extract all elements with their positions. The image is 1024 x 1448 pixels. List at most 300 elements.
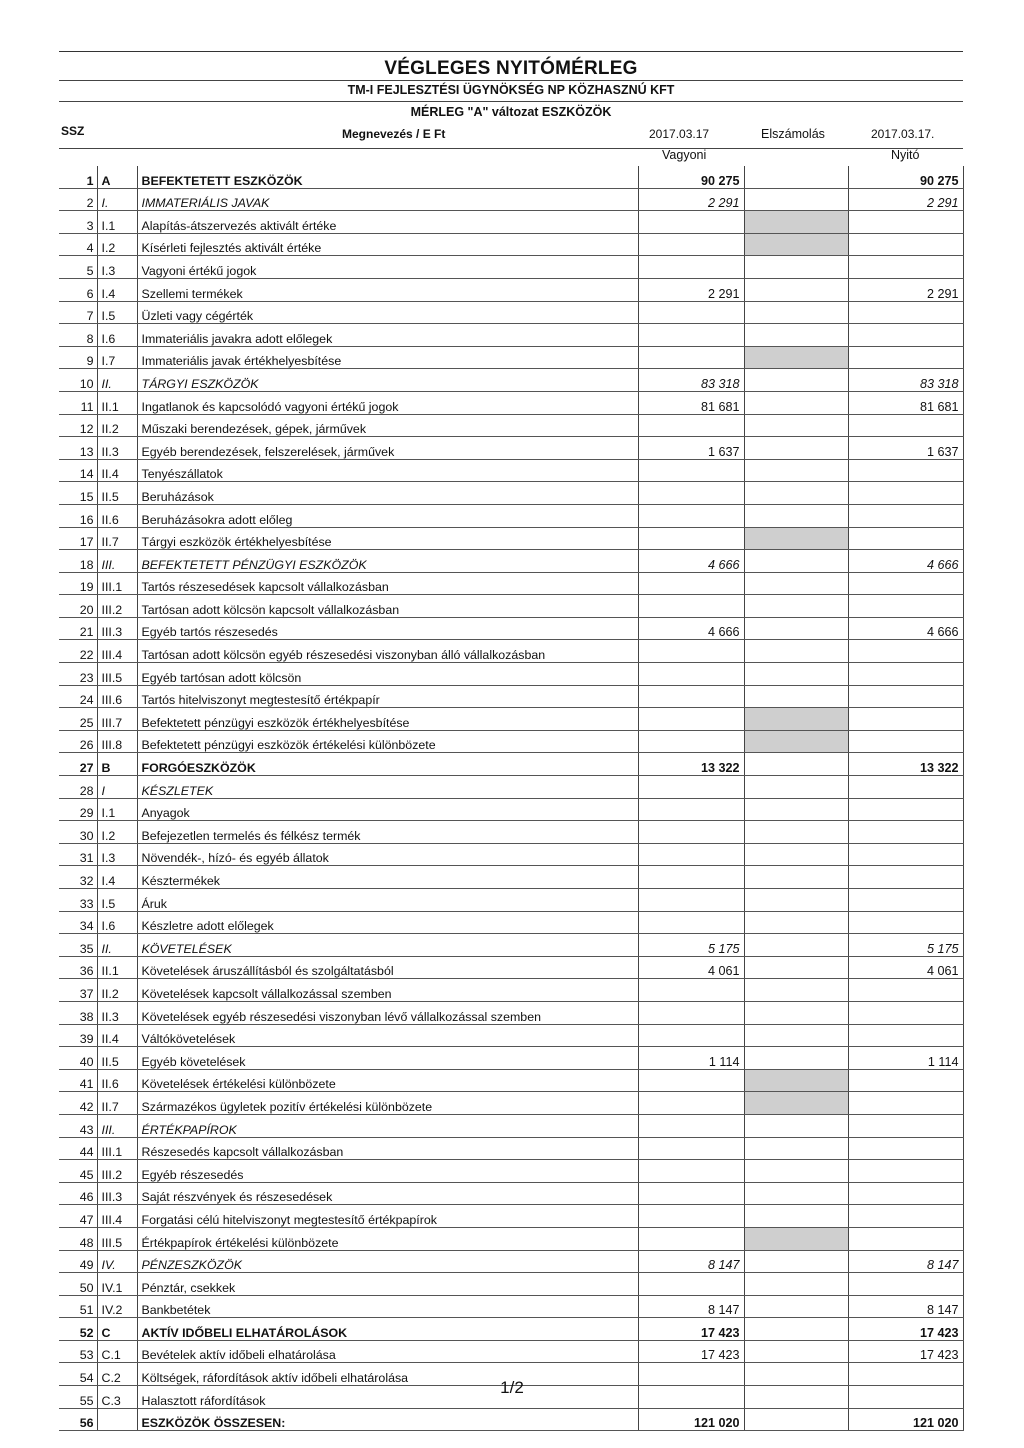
- row-number: 24: [59, 685, 97, 708]
- table-row: [59, 798, 963, 821]
- row-description: Egyéb berendezések, felszerelések, járművek: [137, 437, 638, 460]
- row-code: II.6: [97, 1069, 137, 1092]
- row-description: Befektetett pénzügyi eszközök értékhelyesbítése: [137, 708, 638, 731]
- row-code: III.4: [97, 1205, 137, 1228]
- table-row: [59, 301, 963, 324]
- row-description: Késztermékek: [137, 866, 638, 889]
- row-number: 2: [59, 188, 97, 211]
- row-nyito-value: 8 147: [848, 1250, 963, 1273]
- table-row: [59, 550, 963, 573]
- col-elszamolas-header: Elszámolás: [761, 127, 825, 141]
- row-elszamolas: [744, 776, 848, 799]
- row-number: 4: [59, 233, 97, 256]
- row-description: BEFEKTETETT PÉNZÜGYI ESZKÖZÖK: [137, 550, 638, 573]
- row-number: 49: [59, 1250, 97, 1273]
- row-description: ESZKÖZÖK ÖSSZESEN:: [137, 1408, 638, 1431]
- row-number: 8: [59, 324, 97, 347]
- table-row: [59, 889, 963, 912]
- row-elszamolas: [744, 934, 848, 957]
- row-vagyoni-value: 81 681: [638, 391, 744, 414]
- table-row: [59, 640, 963, 663]
- table-row: [59, 1069, 963, 1092]
- row-vagyoni-value: 2 291: [638, 278, 744, 301]
- row-vagyoni-value: 8 147: [638, 1295, 744, 1318]
- row-code: III.: [97, 1114, 137, 1137]
- row-vagyoni-value: [638, 663, 744, 686]
- row-code: IV.1: [97, 1273, 137, 1296]
- row-elszamolas: [744, 956, 848, 979]
- row-elszamolas: [744, 550, 848, 573]
- row-nyito-value: 81 681: [848, 391, 963, 414]
- row-number: 47: [59, 1205, 97, 1228]
- row-code: A: [97, 166, 137, 188]
- row-number: 11: [59, 391, 97, 414]
- row-number: 33: [59, 889, 97, 912]
- row-elszamolas: [744, 617, 848, 640]
- row-nyito-value: 90 275: [848, 166, 963, 188]
- table-row: [59, 730, 963, 753]
- row-code: IV.: [97, 1250, 137, 1273]
- row-number: 14: [59, 459, 97, 482]
- row-nyito-value: [848, 572, 963, 595]
- row-vagyoni-value: [638, 572, 744, 595]
- row-vagyoni-value: 13 322: [638, 753, 744, 776]
- row-vagyoni-value: 17 423: [638, 1318, 744, 1341]
- table-row: [59, 278, 963, 301]
- row-number: 41: [59, 1069, 97, 1092]
- row-vagyoni-value: [638, 1001, 744, 1024]
- row-nyito-value: [848, 776, 963, 799]
- divider: [59, 148, 963, 149]
- table-row: [59, 572, 963, 595]
- row-description: IMMATERIÁLIS JAVAK: [137, 188, 638, 211]
- row-code: III.2: [97, 1160, 137, 1183]
- row-nyito-value: [848, 1137, 963, 1160]
- row-number: 26: [59, 730, 97, 753]
- row-description: Halasztott ráfordítások: [137, 1386, 638, 1409]
- table-row: [59, 256, 963, 279]
- row-description: Immateriális javak értékhelyesbítése: [137, 346, 638, 369]
- row-code: II.3: [97, 437, 137, 460]
- row-code: C.2: [97, 1363, 137, 1386]
- row-elszamolas: [744, 640, 848, 663]
- row-elszamolas: [744, 482, 848, 505]
- row-description: Részesedés kapcsolt vállalkozásban: [137, 1137, 638, 1160]
- row-vagyoni-value: [638, 211, 744, 234]
- row-nyito-value: [848, 595, 963, 618]
- row-elszamolas: [744, 1137, 848, 1160]
- table-row: [59, 1205, 963, 1228]
- table-row: [59, 504, 963, 527]
- col-name-header: Megnevezés / E Ft: [342, 127, 446, 141]
- row-elszamolas: [744, 889, 848, 912]
- row-code: I.4: [97, 278, 137, 301]
- row-elszamolas: [744, 1047, 848, 1070]
- col-date2-header: 2017.03.17.: [871, 127, 935, 141]
- row-vagyoni-value: [638, 1024, 744, 1047]
- row-elszamolas: [744, 595, 848, 618]
- row-vagyoni-value: [638, 527, 744, 550]
- table-row: [59, 188, 963, 211]
- row-elszamolas: [744, 459, 848, 482]
- row-description: Egyéb tartós részesedés: [137, 617, 638, 640]
- row-code: III.5: [97, 663, 137, 686]
- row-elszamolas: [744, 504, 848, 527]
- table-row: [59, 482, 963, 505]
- row-description: Saját részvények és részesedések: [137, 1182, 638, 1205]
- row-nyito-value: 1 114: [848, 1047, 963, 1070]
- row-code: B: [97, 753, 137, 776]
- row-code: III.2: [97, 595, 137, 618]
- row-code: I.6: [97, 911, 137, 934]
- row-vagyoni-value: [638, 504, 744, 527]
- row-elszamolas: [744, 256, 848, 279]
- row-number: 53: [59, 1340, 97, 1363]
- row-elszamolas: [744, 346, 848, 369]
- row-number: 6: [59, 278, 97, 301]
- row-elszamolas: [744, 1114, 848, 1137]
- row-code: I.4: [97, 866, 137, 889]
- row-code: II.4: [97, 459, 137, 482]
- table-row: [59, 1250, 963, 1273]
- row-vagyoni-value: 5 175: [638, 934, 744, 957]
- row-number: 20: [59, 595, 97, 618]
- row-elszamolas: [744, 1250, 848, 1273]
- row-vagyoni-value: [638, 708, 744, 731]
- row-number: 27: [59, 753, 97, 776]
- row-vagyoni-value: [638, 911, 744, 934]
- assets-table: [59, 166, 964, 1431]
- row-elszamolas: [744, 1408, 848, 1431]
- row-description: Anyagok: [137, 798, 638, 821]
- row-nyito-value: [848, 1114, 963, 1137]
- row-description: Követelések egyéb részesedési viszonyban lévő vállalkozással szemben: [137, 1001, 638, 1024]
- table-row: [59, 1318, 963, 1341]
- table-row: [59, 324, 963, 347]
- row-code: III.6: [97, 685, 137, 708]
- table-row: [59, 866, 963, 889]
- row-description: Növendék-, hízó- és egyéb állatok: [137, 843, 638, 866]
- row-elszamolas: [744, 663, 848, 686]
- row-description: TÁRGYI ESZKÖZÖK: [137, 369, 638, 392]
- row-description: FORGÓESZKÖZÖK: [137, 753, 638, 776]
- table-row: [59, 1047, 963, 1070]
- row-vagyoni-value: [638, 1160, 744, 1183]
- row-code: II.7: [97, 527, 137, 550]
- row-nyito-value: [848, 730, 963, 753]
- row-vagyoni-value: 4 061: [638, 956, 744, 979]
- row-nyito-value: 8 147: [848, 1295, 963, 1318]
- row-number: 42: [59, 1092, 97, 1115]
- row-nyito-value: [848, 1024, 963, 1047]
- row-code: III.3: [97, 1182, 137, 1205]
- row-description: Váltókövetelések: [137, 1024, 638, 1047]
- row-description: Tenyészállatok: [137, 459, 638, 482]
- row-nyito-value: [848, 482, 963, 505]
- row-description: Befejezetlen termelés és félkész termék: [137, 821, 638, 844]
- row-nyito-value: [848, 1227, 963, 1250]
- table-row: [59, 753, 963, 776]
- row-elszamolas: [744, 911, 848, 934]
- row-code: C: [97, 1318, 137, 1341]
- row-nyito-value: 4 666: [848, 550, 963, 573]
- row-elszamolas: [744, 843, 848, 866]
- row-vagyoni-value: [638, 301, 744, 324]
- row-vagyoni-value: [638, 866, 744, 889]
- row-description: AKTÍV IDŐBELI ELHATÁROLÁSOK: [137, 1318, 638, 1341]
- row-vagyoni-value: [638, 1182, 744, 1205]
- row-code: III.1: [97, 572, 137, 595]
- row-nyito-value: [848, 1273, 963, 1296]
- row-vagyoni-value: [638, 346, 744, 369]
- row-nyito-value: [848, 527, 963, 550]
- row-elszamolas: [744, 369, 848, 392]
- row-vagyoni-value: [638, 776, 744, 799]
- row-description: Egyéb tartósan adott kölcsön: [137, 663, 638, 686]
- row-code: I.2: [97, 233, 137, 256]
- table-row: [59, 1114, 963, 1137]
- row-number: 40: [59, 1047, 97, 1070]
- row-nyito-value: [848, 889, 963, 912]
- row-description: Vagyoni értékű jogok: [137, 256, 638, 279]
- row-number: 52: [59, 1318, 97, 1341]
- table-row: [59, 1160, 963, 1183]
- table-row: [59, 1024, 963, 1047]
- row-description: Alapítás-átszervezés aktivált értéke: [137, 211, 638, 234]
- table-row: [59, 1273, 963, 1296]
- row-code: I.1: [97, 798, 137, 821]
- row-number: 21: [59, 617, 97, 640]
- row-vagyoni-value: 83 318: [638, 369, 744, 392]
- row-nyito-value: [848, 663, 963, 686]
- row-code: C.3: [97, 1386, 137, 1409]
- table-row: [59, 1408, 963, 1431]
- row-nyito-value: [848, 1001, 963, 1024]
- row-nyito-value: [848, 979, 963, 1002]
- table-row: [59, 934, 963, 957]
- table-row: [59, 617, 963, 640]
- row-vagyoni-value: [638, 1227, 744, 1250]
- row-number: 46: [59, 1182, 97, 1205]
- col-date2-sub: Nyitó: [891, 148, 920, 162]
- table-row: [59, 685, 963, 708]
- row-description: Kísérleti fejlesztés aktivált értéke: [137, 233, 638, 256]
- row-description: Egyéb követelések: [137, 1047, 638, 1070]
- row-code: II.5: [97, 482, 137, 505]
- row-nyito-value: [848, 414, 963, 437]
- row-nyito-value: 83 318: [848, 369, 963, 392]
- table-row: [59, 211, 963, 234]
- row-description: PÉNZESZKÖZÖK: [137, 1250, 638, 1273]
- row-elszamolas: [744, 1001, 848, 1024]
- row-elszamolas: [744, 301, 848, 324]
- row-description: Beruházások: [137, 482, 638, 505]
- row-number: 50: [59, 1273, 97, 1296]
- table-row: [59, 1340, 963, 1363]
- row-code: I.5: [97, 889, 137, 912]
- row-elszamolas: [744, 414, 848, 437]
- row-description: Tartósan adott kölcsön egyéb részesedési viszonyban álló vállalkozásban: [137, 640, 638, 663]
- row-description: Tartósan adott kölcsön kapcsolt vállalkozásban: [137, 595, 638, 618]
- divider: [59, 101, 963, 102]
- row-code: III.8: [97, 730, 137, 753]
- row-vagyoni-value: [638, 979, 744, 1002]
- row-number: 16: [59, 504, 97, 527]
- row-description: Üzleti vagy cégérték: [137, 301, 638, 324]
- row-elszamolas: [744, 572, 848, 595]
- row-elszamolas: [744, 1092, 848, 1115]
- row-vagyoni-value: [638, 640, 744, 663]
- row-number: 10: [59, 369, 97, 392]
- row-nyito-value: 13 322: [848, 753, 963, 776]
- row-elszamolas: [744, 527, 848, 550]
- row-nyito-value: [848, 346, 963, 369]
- row-nyito-value: [848, 1092, 963, 1115]
- document-title: VÉGLEGES NYITÓMÉRLEG: [384, 58, 638, 79]
- row-number: 54: [59, 1363, 97, 1386]
- row-description: Értékpapírok értékelési különbözete: [137, 1227, 638, 1250]
- row-description: Készletre adott előlegek: [137, 911, 638, 934]
- row-number: 23: [59, 663, 97, 686]
- row-nyito-value: [848, 708, 963, 731]
- table-row: [59, 166, 963, 188]
- row-nyito-value: [848, 911, 963, 934]
- row-nyito-value: 1 637: [848, 437, 963, 460]
- row-vagyoni-value: [638, 1205, 744, 1228]
- table-row: [59, 979, 963, 1002]
- row-vagyoni-value: 1 114: [638, 1047, 744, 1070]
- row-number: 51: [59, 1295, 97, 1318]
- row-elszamolas: [744, 685, 848, 708]
- row-code: II.2: [97, 414, 137, 437]
- row-nyito-value: 2 291: [848, 278, 963, 301]
- row-elszamolas: [744, 821, 848, 844]
- row-elszamolas: [744, 1340, 848, 1363]
- row-vagyoni-value: 8 147: [638, 1250, 744, 1273]
- row-nyito-value: 2 291: [848, 188, 963, 211]
- row-number: 56: [59, 1408, 97, 1431]
- row-description: Beruházásokra adott előleg: [137, 504, 638, 527]
- row-number: 29: [59, 798, 97, 821]
- row-nyito-value: [848, 256, 963, 279]
- row-nyito-value: [848, 843, 963, 866]
- table-row: [59, 663, 963, 686]
- col-date1-header: 2017.03.17: [649, 127, 710, 141]
- row-code: I.6: [97, 324, 137, 347]
- row-nyito-value: [848, 1160, 963, 1183]
- table-row: [59, 776, 963, 799]
- row-description: Műszaki berendezések, gépek, járművek: [137, 414, 638, 437]
- row-nyito-value: 4 666: [848, 617, 963, 640]
- row-code: II.7: [97, 1092, 137, 1115]
- table-row: [59, 391, 963, 414]
- row-code: I.3: [97, 256, 137, 279]
- row-elszamolas: [744, 233, 848, 256]
- table-row: [59, 1227, 963, 1250]
- row-nyito-value: 121 020: [848, 1408, 963, 1431]
- row-vagyoni-value: [638, 595, 744, 618]
- row-code: II.1: [97, 956, 137, 979]
- row-vagyoni-value: [638, 1114, 744, 1137]
- row-elszamolas: [744, 188, 848, 211]
- table-row: [59, 459, 963, 482]
- row-description: Pénztár, csekkek: [137, 1273, 638, 1296]
- row-vagyoni-value: [638, 324, 744, 347]
- row-description: Egyéb részesedés: [137, 1160, 638, 1183]
- row-nyito-value: [848, 821, 963, 844]
- row-vagyoni-value: [638, 459, 744, 482]
- table-row: [59, 1092, 963, 1115]
- row-vagyoni-value: [638, 821, 744, 844]
- row-number: 39: [59, 1024, 97, 1047]
- row-vagyoni-value: 90 275: [638, 166, 744, 188]
- row-description: KÉSZLETEK: [137, 776, 638, 799]
- row-elszamolas: [744, 1295, 848, 1318]
- row-nyito-value: [848, 459, 963, 482]
- balance-sheet: [59, 51, 963, 1431]
- row-number: 17: [59, 527, 97, 550]
- row-number: 48: [59, 1227, 97, 1250]
- row-elszamolas: [744, 798, 848, 821]
- row-vagyoni-value: [638, 730, 744, 753]
- row-number: 9: [59, 346, 97, 369]
- row-nyito-value: [848, 1205, 963, 1228]
- row-vagyoni-value: [638, 414, 744, 437]
- divider: [59, 80, 963, 81]
- row-number: 12: [59, 414, 97, 437]
- page-number: 1/2: [500, 1378, 524, 1397]
- row-nyito-value: 4 061: [848, 956, 963, 979]
- row-elszamolas: [744, 1182, 848, 1205]
- table-row: [59, 414, 963, 437]
- row-vagyoni-value: 121 020: [638, 1408, 744, 1431]
- row-description: Tartós részesedések kapcsolt vállalkozásban: [137, 572, 638, 595]
- row-elszamolas: [744, 211, 848, 234]
- row-nyito-value: [848, 1182, 963, 1205]
- row-elszamolas: [744, 278, 848, 301]
- row-number: 1: [59, 166, 97, 188]
- row-description: KÖVETELÉSEK: [137, 934, 638, 957]
- row-elszamolas: [744, 166, 848, 188]
- row-number: 5: [59, 256, 97, 279]
- row-code: II.1: [97, 391, 137, 414]
- row-description: Befektetett pénzügyi eszközök értékelési különbözete: [137, 730, 638, 753]
- row-description: Tartós hitelviszonyt megtestesítő értékpapír: [137, 685, 638, 708]
- row-number: 38: [59, 1001, 97, 1024]
- row-description: BEFEKTETETT ESZKÖZÖK: [137, 166, 638, 188]
- row-elszamolas: [744, 1273, 848, 1296]
- row-number: 13: [59, 437, 97, 460]
- row-vagyoni-value: [638, 1273, 744, 1296]
- table-row: [59, 346, 963, 369]
- table-row: [59, 437, 963, 460]
- row-description: Tárgyi eszközök értékhelyesbítése: [137, 527, 638, 550]
- row-description: Követelések értékelési különbözete: [137, 1069, 638, 1092]
- row-description: Ingatlanok és kapcsolódó vagyoni értékű jogok: [137, 391, 638, 414]
- row-number: 37: [59, 979, 97, 1002]
- row-number: 45: [59, 1160, 97, 1183]
- row-vagyoni-value: [638, 843, 744, 866]
- row-code: II.6: [97, 504, 137, 527]
- row-description: Követelések kapcsolt vállalkozással szemben: [137, 979, 638, 1002]
- col-ssz-header: SSZ: [61, 124, 85, 138]
- row-description: Forgatási célú hitelviszonyt megtestesítő értékpapírok: [137, 1205, 638, 1228]
- row-nyito-value: [848, 1069, 963, 1092]
- row-code: III.7: [97, 708, 137, 731]
- row-vagyoni-value: 4 666: [638, 617, 744, 640]
- row-elszamolas: [744, 391, 848, 414]
- row-nyito-value: [848, 798, 963, 821]
